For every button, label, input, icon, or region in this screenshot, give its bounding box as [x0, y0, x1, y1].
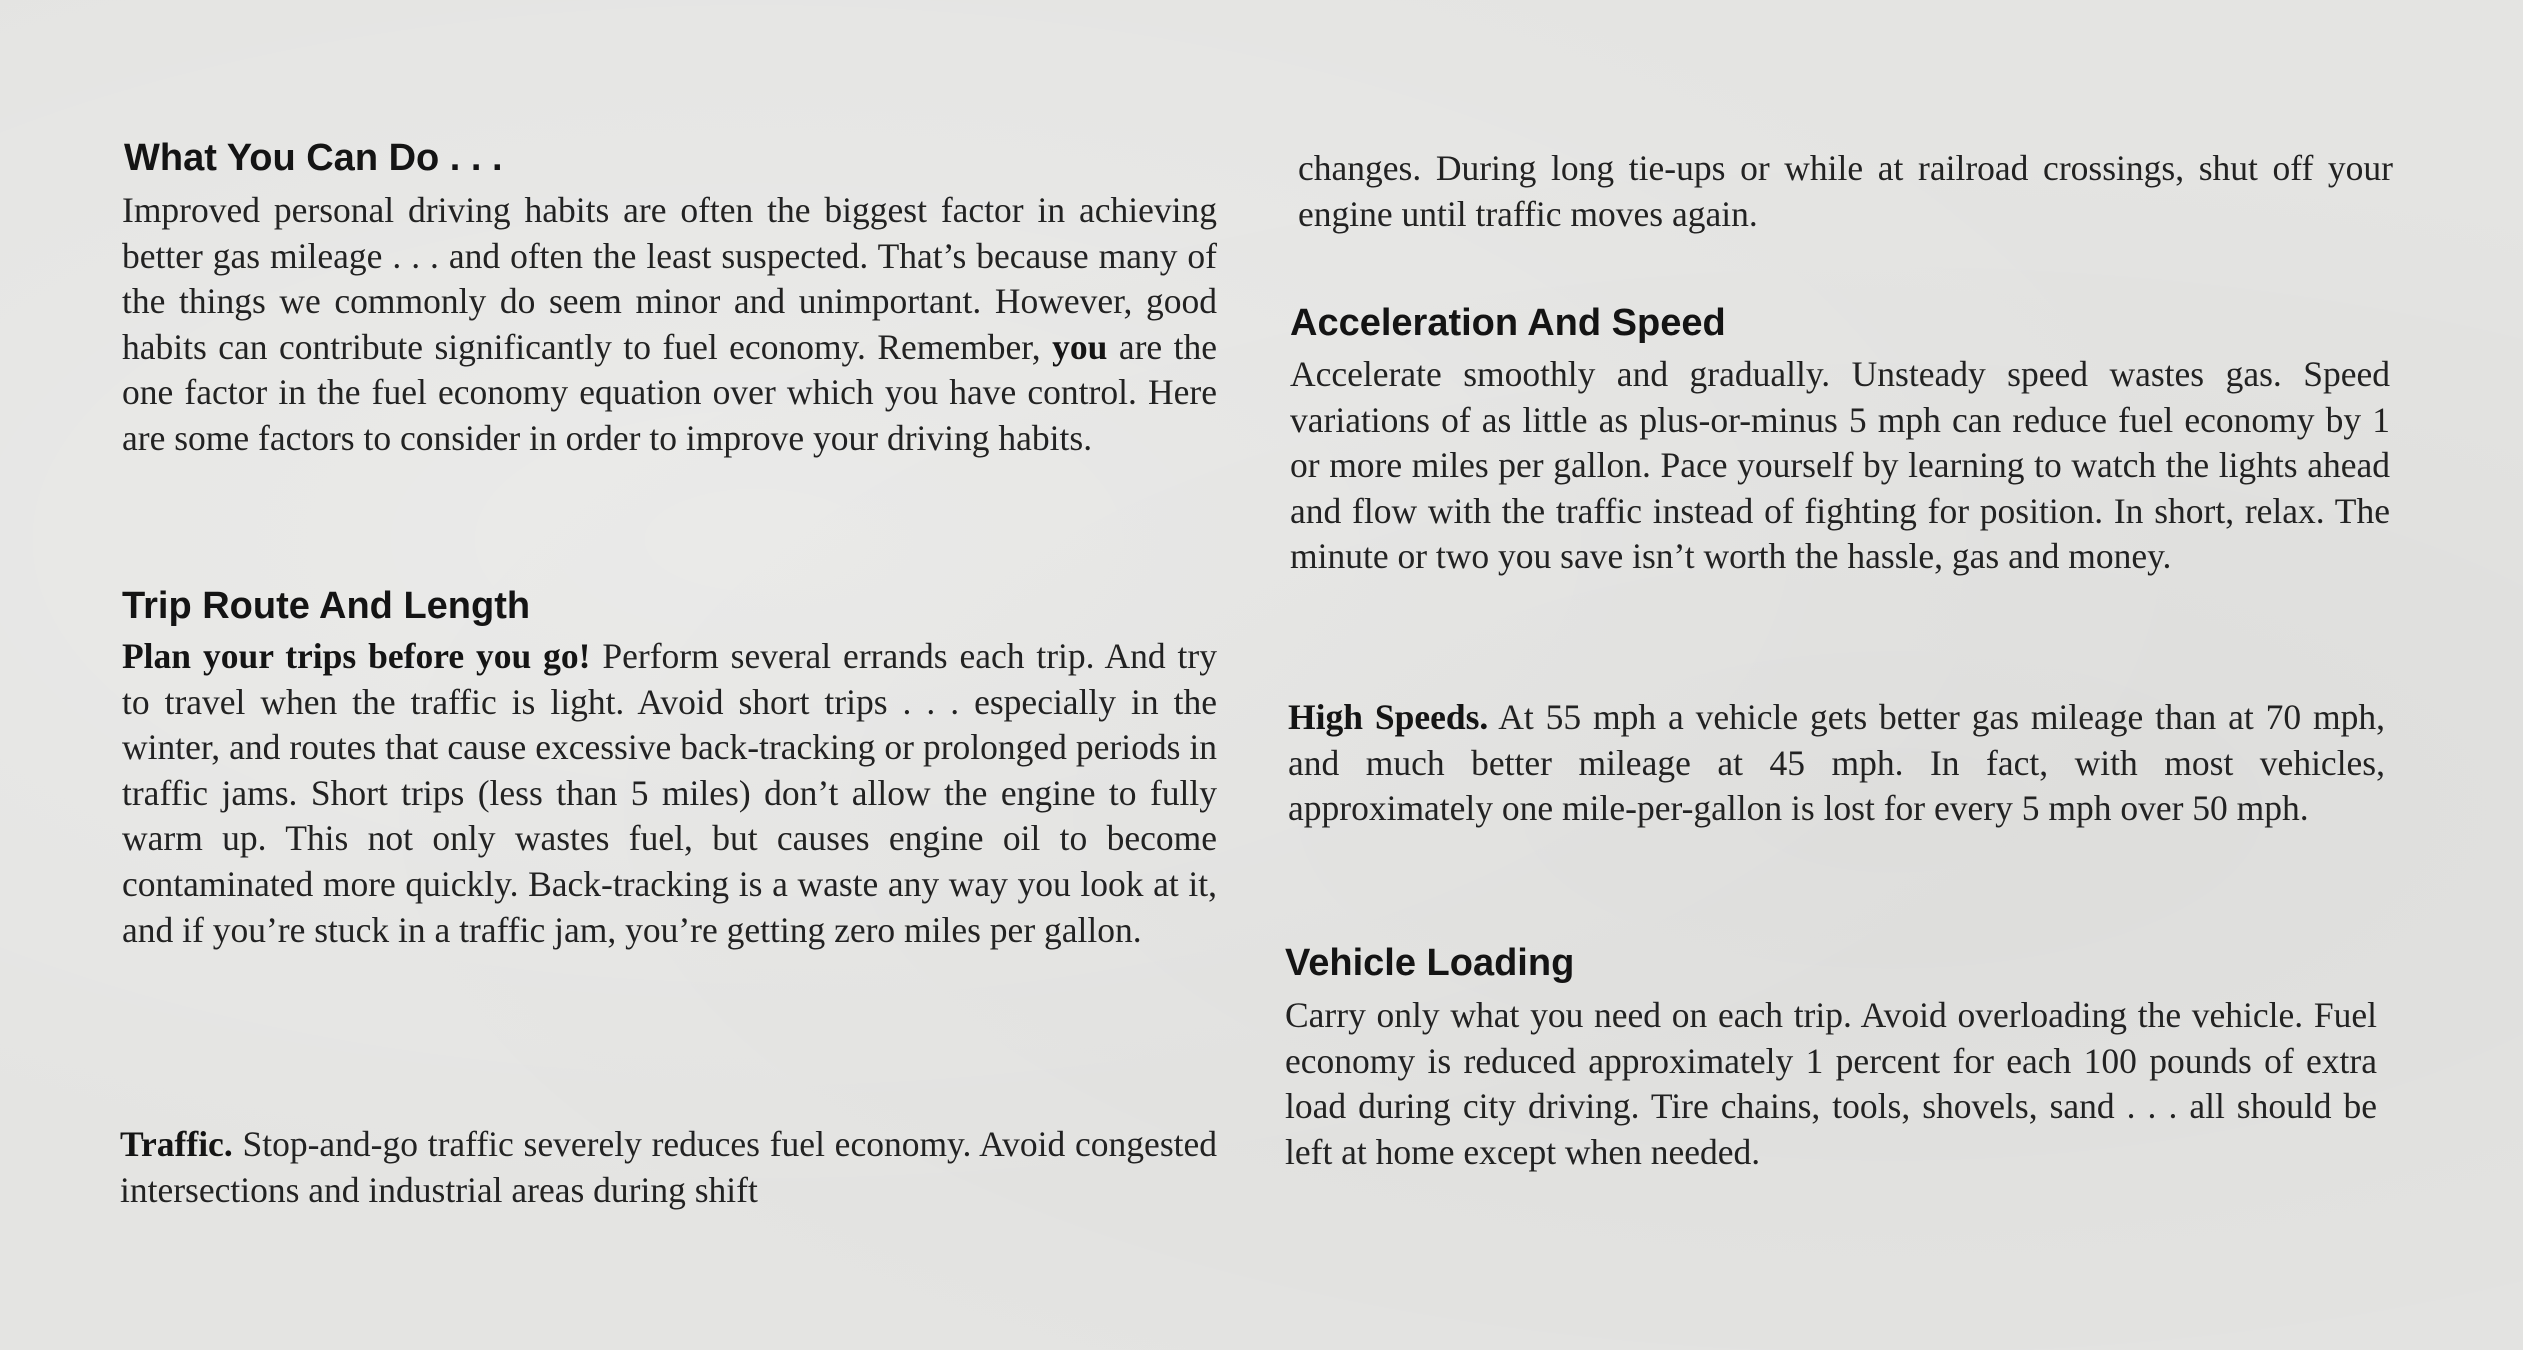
heading-vehicle-loading: Vehicle Loading [1285, 942, 1575, 984]
paragraph-high-speeds [1288, 695, 2385, 832]
paragraph-what-you-can-do-text-before: Improved personal driving habits are often the biggest factor in achieving better gas mileage . . . and often the least suspected. That’s because many of the things we commonly do seem minor and unimportant. However, good habits can contribute significantly to fuel economy. Remember, [122, 190, 1217, 367]
paragraph-traffic-continued: changes. During long tie-ups or while at railroad crossings, shut off your engine until traffic moves again. [1298, 148, 2393, 234]
paragraph-traffic-text: Stop-and-go traffic severely reduces fuel economy. Avoid congested intersections and industrial areas during shift [120, 1124, 1217, 1210]
paragraph-high-speeds-text: At 55 mph a vehicle gets better gas mileage than at 70 mph, and much better mileage at 45 mph. In fact, with most vehicles, approximately one mile-per-gallon is lost for every 5 mph over 50 mph. [1288, 697, 2385, 829]
paragraph-what-you-can-do-text-after: are the one factor in the fuel economy equation over which you have control. Here are some factors to consider in order to improve your driving habits. [122, 326, 1218, 458]
emphasis-you: you [1052, 326, 1108, 367]
heading-acceleration-and-speed: Acceleration And Speed [1290, 302, 1726, 344]
lead-high-speeds: High Speeds. [1288, 697, 1489, 737]
paragraph-traffic [120, 1122, 1217, 1213]
paragraph-what-you-can-do [122, 188, 1217, 462]
paragraph-vehicle-loading: Carry only what you need on each trip. Avoid overloading the vehicle. Fuel economy is reduced approximately 1 percent for each 100 pounds of extra load during city driving. Tire chains, tools, shovels, sand . . . all should be left at home except when needed. [1285, 995, 2377, 1172]
heading-trip-route-and-length: Trip Route And Length [122, 585, 531, 627]
paragraph-trip-route [122, 634, 1217, 953]
paragraph-acceleration: Accelerate smoothly and gradually. Unsteady speed wastes gas. Speed variations of as little as plus-or-minus 5 mph can reduce fuel economy by 1 or more miles per gallon. Pace yourself by learning to watch the lights ahead and flow with the traffic instead of fighting for position. In short, relax. The minute or two you save isn’t worth the hassle, gas and money. [1290, 354, 2390, 577]
lead-traffic: Traffic. [120, 1124, 233, 1164]
paragraph-trip-route-text: Perform several errands each trip. And try to travel when the traffic is light. Avoid short trips . . . especially in the winter, and routes that cause excessive back-tracking or prolonged periods in traffic jams. Short trips (less than 5 miles) don’t allow the engine to fully warm up. This not only wastes fuel, but causes engine oil to become contaminated more quickly. Back-tracking is a waste any way you look at it, and if you’re stuck in a traffic jam, you’re getting zero miles per gallon. [122, 636, 1217, 950]
heading-what-you-can-do: What You Can Do . . . [124, 137, 503, 179]
lead-plan-your-trips: Plan your trips before you go! [122, 636, 591, 676]
